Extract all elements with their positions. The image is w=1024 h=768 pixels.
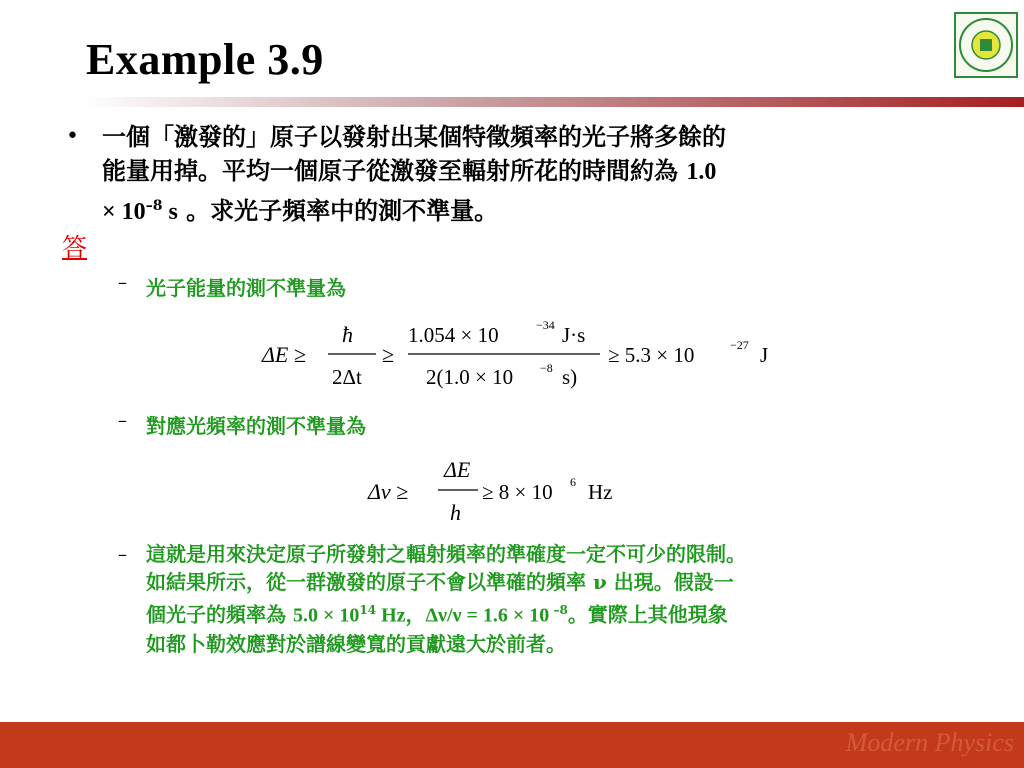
eq1-den1: 2Δt (332, 365, 362, 389)
equation-energy (250, 312, 790, 396)
eq2-num: ΔE (444, 457, 471, 482)
answer-label: 答 (62, 233, 88, 262)
logo-emblem (956, 14, 1016, 76)
question-line-2: 能量用掉。平均一個原子從激發至輻射所花的時間約為 1.0 (102, 156, 717, 185)
eq1-num2-exp: −34 (536, 318, 555, 332)
eq2-result: ≥ 8 × 10 (482, 480, 553, 504)
eq1-result: ≥ 5.3 × 10 (608, 343, 695, 367)
footer-label: Modern Physics (845, 728, 1014, 757)
eq1-hbar: ħ (342, 322, 353, 347)
question-line-1: 一個「激發的」原子以發射出某個特徵頻率的光子將多餘的 (102, 122, 726, 151)
para-line-1: 這就是用來決定原子所發射之輻射頻率的準確度一定不可少的限制。 (146, 542, 746, 566)
para-line-4: 如都卜勒效應對於譜線變寬的貢獻遠大於前者。 (146, 631, 566, 656)
bullet-icon: • (66, 124, 79, 149)
question-text (102, 120, 992, 229)
dash-marker-1: – (118, 272, 127, 293)
eq1-den2: 2(1.0 × 10 (426, 365, 514, 389)
eq1-result-exp: −27 (730, 338, 749, 352)
question-line-3: × $10^{-8}$ s 。求光子頻率中的測不準量。 (102, 196, 499, 225)
para-line-3: 個光子的頻率為 $5.0 \times 10^{14}$ Hz，Δν/ν = 1.6 × 10 $^{-8}$。實際上其他現象 (146, 602, 728, 627)
slide-title: Example 3.9 (86, 35, 324, 84)
university-logo (954, 12, 1018, 78)
title-divider (0, 97, 1024, 107)
eq1-lhs: ΔE ≥ (262, 342, 306, 367)
eq1-den2-unit: s) (562, 365, 578, 389)
para-line-2: 如結果所示，從一群激發的原子不會以準確的頻率 ν 出現。假設一 (146, 570, 734, 594)
eq1-result-unit: J (760, 343, 769, 367)
eq2-result-exp: 6 (570, 475, 576, 489)
eq1-ge: ≥ (382, 342, 395, 367)
eq1-num2: 1.054 × 10 (408, 323, 499, 347)
explanation-paragraph (146, 540, 996, 658)
eq1-den2-exp: −8 (540, 361, 553, 375)
subpoint-energy: 光子能量的測不準量為 (146, 276, 346, 300)
dash-marker-2: – (118, 410, 127, 431)
eq2-result-unit: Hz (588, 480, 613, 504)
eq2-lhs: Δν ≥ (368, 479, 409, 504)
dash-marker-3: – (118, 544, 127, 565)
subpoint-frequency: 對應光頻率的測不準量為 (146, 414, 366, 438)
eq1-num2-unit: J·s (562, 323, 586, 347)
equation-frequency (360, 452, 660, 534)
eq2-den: h (450, 500, 461, 525)
